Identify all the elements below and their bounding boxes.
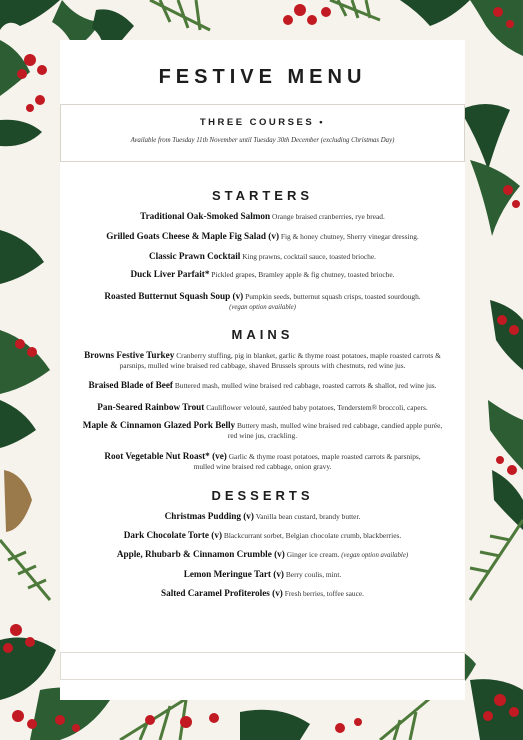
item-name: Traditional Oak-Smoked Salmon	[140, 211, 271, 221]
holly-leaf-icon	[460, 104, 510, 170]
holly-leaf-icon	[0, 40, 30, 96]
item-name: Roasted Butternut Squash Soup (v)	[104, 291, 244, 301]
holly-leaf-icon	[0, 120, 42, 146]
item-description: King prawns, cocktail sauce, toasted brioche.	[242, 252, 377, 261]
item-description: Pumpkin seeds, butternut squash crisps, toasted sourdough.	[245, 292, 421, 301]
menu-item	[62, 588, 463, 599]
item-description: Cranberry stuffing, pig in blanket, garlic & thyme roast potatoes, maple roasted carrots &	[176, 351, 441, 360]
holly-leaf-icon	[0, 330, 50, 394]
item-name: Dark Chocolate Torte (v)	[123, 530, 223, 540]
item-name: Grilled Goats Cheese & Maple Fig Salad (v)	[106, 231, 280, 241]
menu-item	[62, 291, 463, 313]
item-description: Buttered mash, mulled wine braised red cabbage, roasted carrots & shallot, red wine jus.	[174, 381, 437, 390]
item-name: Maple & Cinnamon Glazed Pork Belly	[82, 420, 236, 430]
holly-leaf-icon	[492, 470, 523, 530]
item-description: Ginger ice cream.	[286, 550, 340, 559]
item-description: Buttery mash, mulled wine braised red cabbage, candied apple purée,	[237, 421, 443, 430]
pine-branch-icon	[150, 0, 210, 30]
item-name: Apple, Rhubarb & Cinnamon Crumble (v)	[116, 549, 285, 559]
item-description: Cauliflower velouté, sautéed baby potatoes, Tenderstem® broccoli, capers.	[206, 403, 428, 412]
item-description: Orange braised cranberries, rye bread.	[272, 212, 385, 221]
holly-leaf-icon	[0, 230, 44, 284]
menu-item	[62, 530, 463, 541]
holly-leaf-icon	[0, 400, 36, 448]
holly-leaf-icon	[400, 0, 470, 26]
pine-branch-icon	[470, 520, 523, 600]
item-name: Lemon Meringue Tart (v)	[183, 569, 284, 579]
item-description: Pickled grapes, Bramley apple & fig chutney, toasted brioche.	[211, 270, 395, 279]
menu-item	[62, 420, 463, 441]
item-name: Duck Liver Parfait*	[130, 269, 210, 279]
item-name: Salted Caramel Profiteroles (v)	[160, 588, 283, 598]
holly-leaf-icon	[490, 300, 523, 370]
menu-item	[62, 231, 463, 242]
item-description: Berry coulis, mint.	[285, 570, 342, 579]
holly-leaf-icon	[0, 0, 60, 30]
menu-item	[62, 569, 463, 580]
section-heading-starters: STARTERS	[211, 188, 314, 203]
item-description: Fresh berries, toffee sauce.	[284, 589, 364, 598]
menu-item	[62, 511, 463, 522]
holly-leaf-icon	[240, 710, 310, 740]
footer-box	[60, 652, 465, 680]
page-title: FESTIVE MENU	[158, 66, 367, 88]
menu-item	[62, 380, 463, 391]
menu-item	[62, 211, 463, 222]
item-description-cont: red wine jus, crackling.	[227, 431, 298, 440]
item-description-cont: mulled wine braised red cabbage, onion gravy.	[193, 462, 332, 471]
section-heading-desserts: DESSERTS	[211, 488, 314, 503]
item-name: Root Vegetable Nut Roast* (ve)	[104, 451, 227, 461]
pine-branch-icon	[0, 540, 50, 600]
pinecone-icon	[4, 470, 32, 532]
holly-leaf-icon	[488, 400, 523, 470]
item-description: Fig & honey chutney, Sherry vinegar dressing.	[280, 232, 419, 241]
item-name: Braised Blade of Beef	[88, 380, 173, 390]
pine-branch-icon	[330, 0, 380, 20]
menu-item	[62, 251, 463, 262]
item-description: Garlic & thyme roast potatoes, maple roasted carrots & parsnips,	[228, 452, 421, 461]
item-name: Christmas Pudding (v)	[164, 511, 254, 521]
menu-item	[62, 402, 463, 413]
item-name: Classic Prawn Cocktail	[148, 251, 241, 261]
item-description: Blackcurrant sorbet, Belgian chocolate crumb, blackberries.	[223, 531, 402, 540]
menu-item	[62, 549, 463, 561]
item-name: Browns Festive Turkey	[84, 350, 175, 360]
availability-text: Available from Tuesday 11th November until Tuesday 30th December (excluding Christmas Day)	[130, 137, 395, 144]
item-description-cont: parsnips, mulled wine braised red cabbage, shaved Brussels sprouts with chestnuts, red wine jus.	[119, 361, 406, 370]
menu-item	[62, 451, 463, 472]
item-description: Vanilla bean custard, brandy butter.	[255, 512, 361, 521]
item-note: (vegan option available)	[341, 552, 409, 559]
availability-box	[60, 104, 465, 162]
courses-label: THREE COURSES •	[199, 117, 326, 128]
section-heading-mains: MAINS	[231, 327, 294, 342]
menu-item	[62, 350, 463, 371]
item-note: (vegan option available)	[229, 304, 296, 311]
menu-item	[62, 269, 463, 280]
holly-leaf-icon	[470, 160, 520, 236]
item-name: Pan-Seared Rainbow Trout	[97, 402, 205, 412]
